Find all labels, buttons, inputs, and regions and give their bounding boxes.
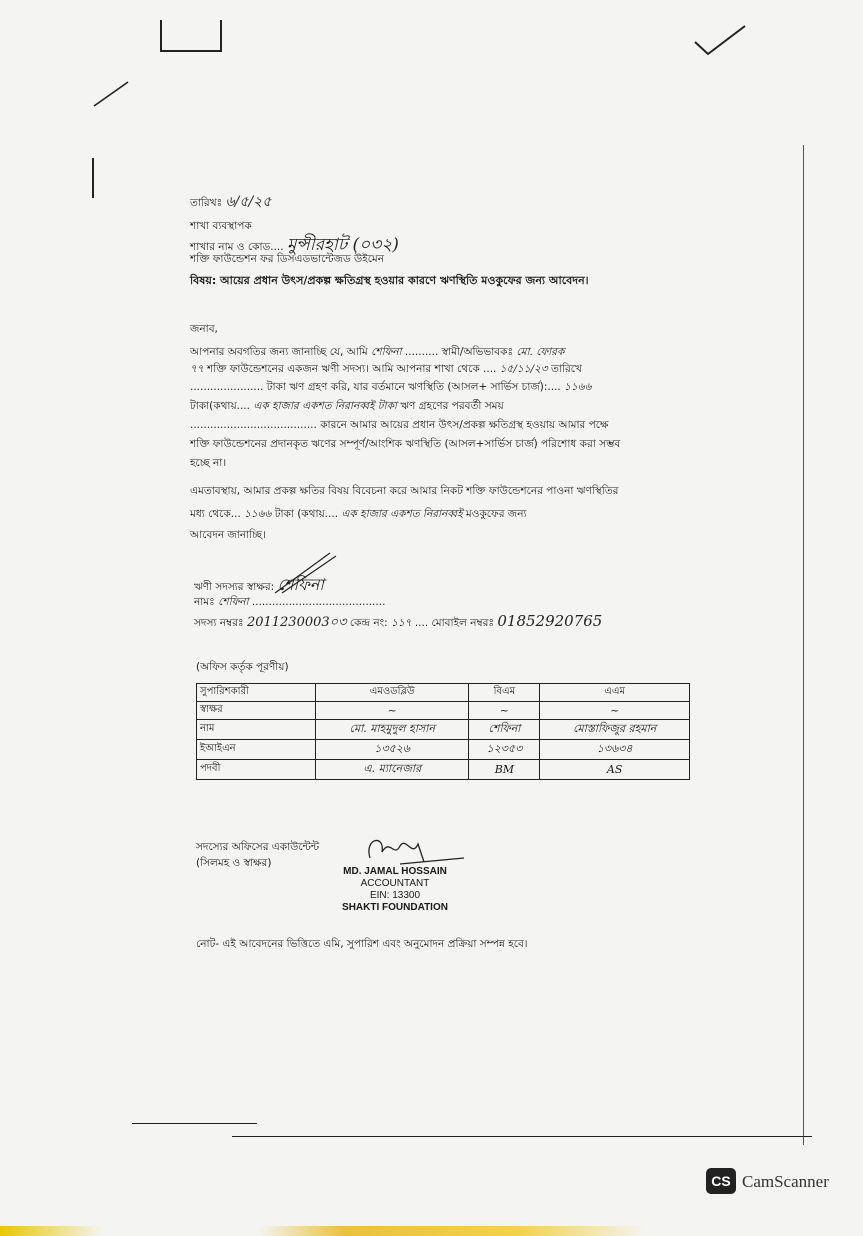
salutation: জনাব, <box>190 323 218 335</box>
body-line-1: আপনার অবগতির জন্য জানাচ্ছি যে, আমি শেফিনা .......... স্বামী/অভিভাবকঃ মো. ফোরক <box>190 346 565 358</box>
body-text: তারিখে <box>551 363 582 375</box>
table-cell: মো. মাহমুদুল হাসান <box>316 720 469 740</box>
balance-amount: ১১৬৬ <box>564 381 592 393</box>
branch-value: মুন্সীরহাট (০৩২) <box>286 235 399 255</box>
para2-line-2 <box>190 507 527 524</box>
amount-in-words: এক হাজার একশত নিরানব্বই টাকা <box>253 400 397 412</box>
signature-value: শেফিনা <box>277 575 324 594</box>
body-line-3: ...................... টাকা ঋণ গ্রহণ করি, যার বর্তমানে ঋণস্থিতি (আসল+ সার্ভিস চার্জ):.... ১১৬৬ <box>190 381 592 393</box>
body-line-4 <box>190 399 504 416</box>
table-cell: ~ <box>540 702 690 720</box>
recommendation-table <box>196 683 690 780</box>
waiver-words: এক হাজার একশত নিরানব্বই <box>341 508 463 520</box>
body-line-7: হচ্ছে না। <box>190 457 227 469</box>
table-header-row <box>197 684 690 702</box>
loan-date: ১৫/১১/২৩ <box>499 363 548 375</box>
date-value: ৬/৫/২৫ <box>225 194 272 210</box>
member-name-row: নামঃ শেফিনা ........................................ <box>194 596 386 608</box>
stamp-line: ACCOUNTANT <box>360 878 430 889</box>
page-edge <box>803 145 804 1145</box>
row-label: পদবী <box>197 760 316 780</box>
body-text: ঋণ গ্রহণের পরবর্তী সময় <box>400 400 504 412</box>
table-cell: ১৩৫২৬ <box>316 740 469 760</box>
table-cell: শেফিনা <box>469 720 540 740</box>
row-label: স্বাক্ষর <box>197 702 316 720</box>
scan-line <box>232 1136 812 1137</box>
table-cell: ~ <box>316 702 469 720</box>
body-text: মধ্য থেকে... <box>190 508 241 520</box>
member-number-value: 2011230003০৩ <box>246 615 347 630</box>
member-number-label: সদস্য নম্বরঃ <box>194 617 244 629</box>
body-line-6: শক্তি ফাউন্ডেশনের প্রদানকৃত ঋণের সম্পূর্ণ/আংশিক ঋণস্থিতি (আসল+সার্ভিস চার্জ) পরিশোধ করা সম্ভব <box>190 438 621 450</box>
signature-label: ঋণী সদস্যর স্বাক্ষর: <box>194 581 275 593</box>
date-row <box>190 190 271 214</box>
margin-mark <box>92 158 94 198</box>
scan-edge-strip <box>0 1226 863 1236</box>
member-number-row: সদস্য নম্বরঃ 2011230003০৩ কেন্দ্র নং: ১১৭ .... মোবাইল নম্বরঃ 01852920765 <box>194 612 603 630</box>
table-row <box>197 740 690 760</box>
member-count: ৭৭ <box>190 363 204 375</box>
table-cell: ~ <box>469 702 540 720</box>
body-text: আপনার অবগতির জন্য জানাচ্ছি যে, আমি <box>190 346 368 358</box>
body-line-5: ...................................... কারনে আমার আয়ের প্রধান উৎস/প্রকল্প ক্ষতিগ্রস্থ হওয়ায় আমার পক্ষে <box>190 419 609 431</box>
accountant-label: সদস্যের অফিসের একাউন্টেন্ট <box>196 841 320 853</box>
table-cell: BM <box>469 760 540 780</box>
camscanner-label: CamScanner <box>742 1172 829 1191</box>
applicant-name: শেফিনা <box>371 346 402 358</box>
table-cell: মোস্তাফিজুর রহমান <box>540 720 690 740</box>
name-value: শেফিনা <box>218 596 249 608</box>
guardian-name: মো. ফোরক <box>516 346 565 358</box>
body-text: শক্তি ফাউন্ডেশনের একজন ঋণী সদস্য। আমি আপনার শাখা থেকে .... <box>207 363 497 375</box>
mobile-label: মোবাইল নম্বরঃ <box>431 617 495 629</box>
guardian-label: স্বামী/অভিভাবকঃ <box>441 346 514 358</box>
waiver-amount: ১১৬৬ <box>244 508 272 520</box>
table-cell: ১৩৬৩৪ <box>540 740 690 760</box>
name-label: নামঃ <box>194 596 215 608</box>
accountant-seal-label: (সিলমহ ও স্বাক্ষর) <box>196 857 272 869</box>
para2-line-1: এমতাবস্থায়, আমার প্রকল্প ক্ষতির বিষয় বিবেচনা করে আমার নিকট শক্তি ফাউন্ডেশনের পাওনা ঋণস্থিতির <box>190 485 619 497</box>
footnote: নোট- এই আবেদনের ভিত্তিতে এমি, সুপারিশ এবং অনুমোদন প্রক্রিয়া সম্পন্ন হবে। <box>196 938 528 950</box>
addressee-line-3: শক্তি ফাউন্ডেশন ফর ডিসএডভান্টেজড উইমেন <box>190 253 385 265</box>
corner-box-mark <box>160 20 222 52</box>
check-mark <box>690 20 750 60</box>
table-header: এমওডব্লিউ <box>316 684 469 702</box>
table-row <box>197 760 690 780</box>
date-label: তারিখঃ <box>190 197 223 209</box>
para2-line-3: আবেদন জানাচ্ছি। <box>190 529 266 541</box>
table-cell: ১২৩৫৩ <box>469 740 540 760</box>
office-use-label: (অফিস কর্তৃক পূরণীয়) <box>196 661 289 673</box>
table-header: সুপারিশকারী <box>197 684 316 702</box>
center-value: ১১৭ <box>391 617 412 629</box>
scan-line <box>132 1123 257 1124</box>
branch-label: শাখার নাম ও কোড.... <box>190 241 284 253</box>
stamp-line: EIN: 13300 <box>369 890 421 901</box>
table-row <box>197 720 690 740</box>
row-label: নাম <box>197 720 316 740</box>
mobile-value: 01852920765 <box>497 612 603 630</box>
table-cell: এ. ম্যানেজার <box>316 760 469 780</box>
body-text: টাকা ঋণ গ্রহণ করি, যার বর্তমানে ঋণস্থিতি (আসল+ সার্ভিস চার্জ):.... <box>266 381 561 393</box>
table-row <box>197 702 690 720</box>
body-line-2 <box>190 362 582 379</box>
table-header: এএম <box>540 684 690 702</box>
accountant-signature <box>360 828 470 868</box>
camscanner-logo: CS <box>706 1168 736 1194</box>
body-text: কারনে আমার আয়ের প্রধান উৎস/প্রকল্প ক্ষতিগ্রস্থ হওয়ায় আমার পক্ষে <box>320 419 609 431</box>
addressee-line-1: শাখা ব্যবস্থাপক <box>190 220 252 232</box>
table-cell: AS <box>540 760 690 780</box>
body-text: টাকা (কথায়.... <box>274 508 339 520</box>
center-label: কেন্দ্র নং: <box>349 617 388 629</box>
body-text: মওকুফের জন্য <box>465 508 527 520</box>
row-label: ইআইএন <box>197 740 316 760</box>
stamp-line: MD. JAMAL HOSSAIN <box>343 866 447 877</box>
tick-stroke <box>92 78 132 108</box>
table-header: বিএম <box>469 684 540 702</box>
accountant-stamp <box>330 866 460 914</box>
subject-line: বিষয়: আয়ের প্রধান উৎস/প্রকল্প ক্ষতিগ্রস্থ হওয়ার কারণে ঋণস্থিতি মওকুফের জন্য আবেদন। <box>190 274 589 287</box>
body-text: টাকা(কথায়.... <box>190 400 250 412</box>
stamp-line: SHAKTI FOUNDATION <box>342 902 448 913</box>
